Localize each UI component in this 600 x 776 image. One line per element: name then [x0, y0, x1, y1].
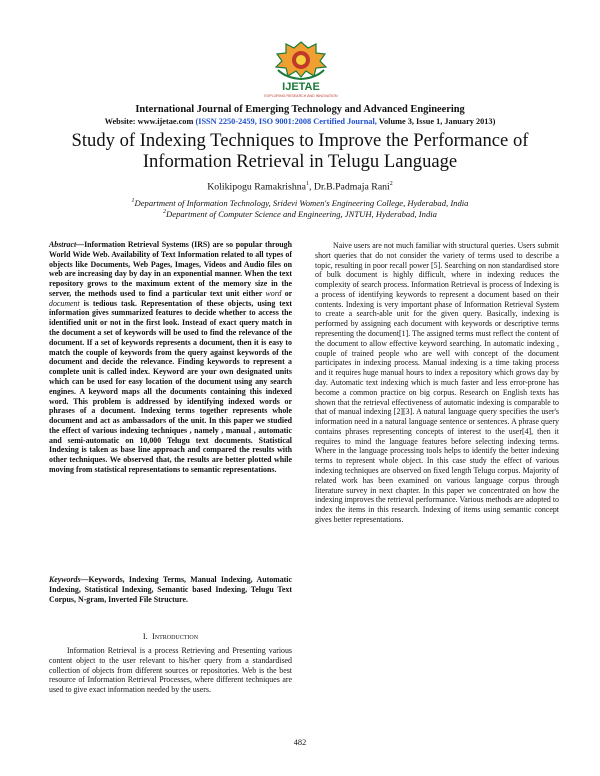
right-column-text: Naive users are not much familiar with structural queries. Users submit short queries that do not consider the variety of terms used to describe a topic, resulting in poor recall power [5]. Searching on non standardised store of bulk document is highly difficult, where in indexing reduces the complexity of search process. Information Retrieval is process of Indexing is a process of identifying keywords to represent a document based on their contents. Indexing is very important phase of Information Retrieval System to create a search-able unit for the given query. Basically, indexing is performed by assigning each document with keywords or descriptive terms representing the document[1]. The assigned terms must reflect the content of the document to allow effective keyword searching. In automatic indexing , couple of trained people who are well with concept of the document participates in indexing process. Manual indexing is a time taking process and it requires huge manual hours to index a repository which grows day by day. Automatic text indexing which is much faster and less error-prone has become a common practice on big corpus. Research on English texts has shown that the retrieval effectiveness of automatic indexing is comparable to that of manual indexing [2][3]. A natural language query specifies the user's information need in a natural language sentence or sentences. A phrase query contains phrases representing concepts of interest to the user[4], then it requires to mind the language features before selecting indexing terms. Where in the language processing tools helps to identify the better indexing terms to represent whole object. In this case study the effect of various indexing techniques are observed on fixed length Telugu corpus. Majority of related work has been examined on various language corpus through literature survey in next chapter. In this paper we concentrated on how the indexing improves the retrieval performance. Various methods are adopted to index the items in this research. Indexing of items using semantic concept gives better representations. — [315, 241, 559, 524]
affiliation-1-sup: 1 — [131, 198, 135, 205]
abstract-text-a: Information Retrieval Systems (IRS) are so popular through World Wide Web. Availability of Text Information related to all types of objects like Documents, Web Pages, Images, Videos and Audio files on web are increasing day by day in an exponential manner. When the text repository grows to the maximum extent of the memory size in the server, the methods used to find a particular text unit either — [49, 240, 292, 298]
keywords — [49, 575, 292, 604]
logo-text: IJETAE — [282, 81, 320, 93]
abstract — [49, 240, 292, 475]
introduction-paragraph — [49, 646, 292, 695]
logo-tagline: EXPLORING RESEARCH AND INNOVATION — [264, 94, 338, 98]
author-1-sup: 1 — [305, 181, 309, 187]
page-number: 482 — [293, 738, 307, 747]
abstract-or: or — [284, 288, 292, 298]
issn-link[interactable]: (ISSN 2250-2459, ISO 9001:2008 Certified Journal, — [195, 117, 377, 126]
affiliation-2-sup: 2 — [163, 209, 167, 216]
right-column-paragraph — [315, 241, 559, 525]
website-label: Website: — [104, 117, 136, 126]
abstract-label: Abstract— — [49, 240, 85, 249]
journal-website-line — [0, 117, 600, 126]
title-line-1: Study of Indexing Techniques to Improve the Performance of — [71, 130, 529, 151]
affiliation-1-text: Department of Information Technology, Sridevi Women's Engineering College, Hyderabad, India — [134, 198, 469, 208]
abstract-text-b: is tedious task. Representation of these objects, using text information gives summarized features to decide whether to access the identified unit or not in the first look. Instead of exact query match in the document a set of keywords will be used to find the relevance of the document. If a set of keywords represents a document, then it is easy to match the couple of keywords from the query against keywords of the document and decide the relevance. Finding keywords to represent a complete unit is called index. Keyword are your own designated units which can be used for easy location of the document using any search engines. A keyword maps all the documents containing this indexed word. This problem is addressed by identifying indexed words or phrases of a document. Indexing terms together represents whole document and act as ambassadors of the unit. In this paper we studied the effect of various indexing techniques , namely , manual , automatic and semi-automatic on 10,000 Telugu text documents. Statistical Indexing is taken as base line approach and compared the results with other techniques. We observed that, the results are better plotted while moving from statistical representations to semantic representations. — [49, 298, 292, 474]
section-number: I. — [142, 632, 148, 641]
affiliation-2 — [0, 209, 600, 219]
title-line-2: Information Retrieval in Telugu Language — [142, 151, 458, 172]
authors — [0, 181, 600, 192]
introduction-text: Information Retrieval is a process Retrieving and Presenting various content object to the user relevant to his/her query from a standardised collection of objects from different sources or repositories. Web is the best resource of Information Retrieval Processes, where different techniques are used to give exact information needed by the users. — [49, 646, 292, 695]
keywords-text: Keywords, Indexing Terms, Manual Indexing, Automatic Indexing, Statistical Indexing, Semantic based Indexing, Telugu Text Corpus, N-gram, Inverted File Structure. — [49, 575, 292, 604]
journal-title: International Journal of Emerging Technology and Advanced Engineering — [135, 104, 465, 115]
author-1: Kolikipogu Ramakrishna — [207, 181, 306, 193]
section-title: Introduction — [151, 632, 199, 641]
logo-wreath-icon — [276, 42, 326, 79]
keywords-label: Keywords— — [49, 575, 89, 584]
affiliation-1 — [0, 198, 600, 208]
abstract-em-word: word — [265, 288, 282, 298]
abstract-em-document: document — [49, 298, 80, 308]
paper-title — [40, 130, 560, 172]
affiliation-2-text: Department of Computer Science and Engineering, JNTUH, Hyderabad, India — [166, 209, 437, 219]
website-url: www.ijetae.com — [137, 117, 194, 126]
journal-logo — [256, 40, 346, 98]
author-2: , Dr.B.Padmaja Rani — [308, 181, 390, 193]
section-heading — [49, 632, 292, 641]
author-2-sup: 2 — [389, 181, 393, 187]
volume-info: Volume 3, Issue 1, January 2013) — [378, 117, 496, 126]
